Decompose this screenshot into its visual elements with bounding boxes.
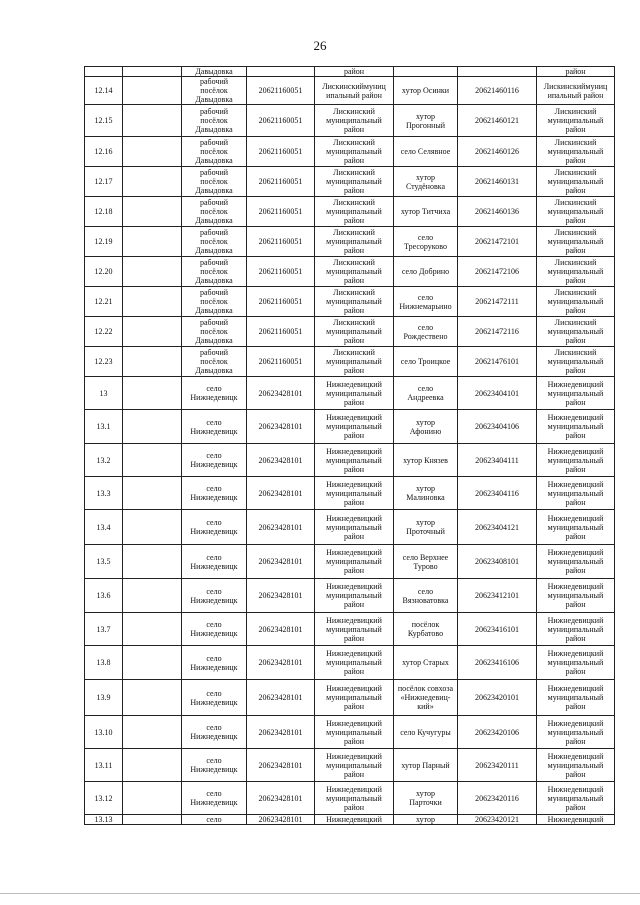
cell-code2: 20623404111	[458, 444, 537, 477]
cell-code2: 20623408101	[458, 545, 537, 579]
cell-code: 20621160051	[247, 347, 315, 377]
cell-empty	[123, 167, 182, 197]
cell-district: Лискинский муниципальный район	[315, 167, 394, 197]
cell-district2: Лискинский муниципальный район	[537, 287, 615, 317]
cell-code2: 20621460126	[458, 137, 537, 167]
cell-code2: 20623404121	[458, 510, 537, 545]
cell-code: 20623428101	[247, 410, 315, 444]
table-row	[85, 613, 615, 646]
cell-district2: Нижнедевицкий муниципальный район	[537, 716, 615, 749]
cell-district2: Нижнедевицкий муниципальный район	[537, 749, 615, 782]
cell-district: Лискинский муниципальный район	[315, 347, 394, 377]
cell-code2: 20623404101	[458, 377, 537, 410]
cell-settlement: рабочий посёлок Давыдовка	[182, 257, 247, 287]
cell-code2: 20623420106	[458, 716, 537, 749]
cell-code2: 20621460116	[458, 77, 537, 105]
cell-code: 20621160051	[247, 317, 315, 347]
cell-empty	[123, 680, 182, 716]
cell-locality: село Кучугуры	[394, 716, 458, 749]
cell-empty	[123, 579, 182, 613]
cell-locality: хутор Парточки	[394, 782, 458, 815]
cell-settlement: село Нижнедевицк	[182, 545, 247, 579]
cell-number: 13.7	[85, 613, 123, 646]
cell-settlement: рабочий посёлок Давыдовка	[182, 197, 247, 227]
cell-settlement: село Нижнедевицк	[182, 477, 247, 510]
cell-code: 20623428101	[247, 782, 315, 815]
cell-code2: 20623420101	[458, 680, 537, 716]
cell-district: Нижнедевицкий муниципальный район	[315, 444, 394, 477]
cell-locality: хутор Осинки	[394, 77, 458, 105]
cell-district: Нижнедевицкий муниципальный район	[315, 410, 394, 444]
cell-locality: хутор Парный	[394, 749, 458, 782]
cell-district2: Лискинский муниципальный район	[537, 347, 615, 377]
table-row	[85, 197, 615, 227]
cell-district: Нижнедевицкий муниципальный район	[315, 749, 394, 782]
cell-settlement: село Нижнедевицк	[182, 410, 247, 444]
cell-district2: Нижнедевицкий муниципальный район	[537, 444, 615, 477]
cell-empty	[123, 227, 182, 257]
cell-number: 12.17	[85, 167, 123, 197]
table-row	[85, 257, 615, 287]
cell-empty	[85, 67, 123, 77]
cell-code: 20623428101	[247, 444, 315, 477]
table-row	[85, 317, 615, 347]
cell-empty	[123, 287, 182, 317]
cell-code2: 20623416101	[458, 613, 537, 646]
cell-code: 20621160051	[247, 257, 315, 287]
table-row	[85, 444, 615, 477]
cell-number: 12.15	[85, 105, 123, 137]
cell-locality: село Рождествено	[394, 317, 458, 347]
cell-code: 20623428101	[247, 815, 315, 825]
cell-code: 20623428101	[247, 646, 315, 680]
cell-code2: 20621472101	[458, 227, 537, 257]
settlements-table	[84, 66, 615, 825]
cell-district2: Нижнедевицкий	[537, 815, 615, 825]
cell-locality: хутор	[394, 815, 458, 825]
cell-locality	[394, 67, 458, 77]
cell-number: 12.22	[85, 317, 123, 347]
page-number: 26	[313, 38, 327, 53]
cell-empty	[123, 197, 182, 227]
cell-locality: село Троицкое	[394, 347, 458, 377]
cell-district2: Лискинскиймуниц ипальный район	[537, 77, 615, 105]
table-row	[85, 347, 615, 377]
cell-number: 13.1	[85, 410, 123, 444]
cell-number: 13.11	[85, 749, 123, 782]
cell-settlement: село Нижнедевицк	[182, 782, 247, 815]
cell-number: 13.3	[85, 477, 123, 510]
cell-district2: Лискинский муниципальный район	[537, 257, 615, 287]
cell-district: Нижнедевицкий муниципальный район	[315, 545, 394, 579]
table-row	[85, 782, 615, 815]
cell-district2: Нижнедевицкий муниципальный район	[537, 545, 615, 579]
cell-district: Нижнедевицкий муниципальный район	[315, 510, 394, 545]
cell-number: 12.19	[85, 227, 123, 257]
cell-district2: Нижнедевицкий муниципальный район	[537, 646, 615, 680]
cell-settlement: село Нижнедевицк	[182, 579, 247, 613]
cell-district2: Нижнедевицкий муниципальный район	[537, 782, 615, 815]
cell-settlement: рабочий посёлок Давыдовка	[182, 137, 247, 167]
cell-district: Нижнедевицкий муниципальный район	[315, 613, 394, 646]
cell-settlement: село Нижнедевицк	[182, 444, 247, 477]
cell-district: Нижнедевицкий муниципальный район	[315, 377, 394, 410]
cell-district: Лискинский муниципальный район	[315, 317, 394, 347]
cell-code2: 20623404116	[458, 477, 537, 510]
cell-district2: Нижнедевицкий муниципальный район	[537, 410, 615, 444]
cell-code2: 20623420111	[458, 749, 537, 782]
table-row	[85, 137, 615, 167]
table-row-continued	[85, 67, 615, 77]
cell-district: Нижнедевицкий муниципальный район	[315, 782, 394, 815]
cell-settlement: село Нижнедевицк	[182, 613, 247, 646]
cell-locality: село Нижнемарьино	[394, 287, 458, 317]
cell-code2: 20623420121	[458, 815, 537, 825]
cell-locality: село Вязноватовка	[394, 579, 458, 613]
cell-code: 20621160051	[247, 77, 315, 105]
cell-number: 13.9	[85, 680, 123, 716]
cell-locality: посёлок совхоза «Нижнедевиц- кий»	[394, 680, 458, 716]
cell-empty	[123, 477, 182, 510]
cell-district2: Лискинский муниципальный район	[537, 137, 615, 167]
cell-settlement: рабочий посёлок Давыдовка	[182, 347, 247, 377]
cell-locality: хутор Малиновка	[394, 477, 458, 510]
cell-code: 20621160051	[247, 197, 315, 227]
cell-locality: хутор Студёновка	[394, 167, 458, 197]
cell-empty	[123, 613, 182, 646]
cell-code: 20623428101	[247, 545, 315, 579]
cell-code2: 20623416106	[458, 646, 537, 680]
cell-code: 20621160051	[247, 167, 315, 197]
cell-locality: хутор Старых	[394, 646, 458, 680]
table-row	[85, 167, 615, 197]
footer-rule	[0, 893, 640, 894]
cell-locality: хутор Князев	[394, 444, 458, 477]
cell-empty	[123, 410, 182, 444]
cell-locality: хутор Прогонный	[394, 105, 458, 137]
cell-empty	[123, 317, 182, 347]
table-row	[85, 287, 615, 317]
cell-code: 20621160051	[247, 227, 315, 257]
cell-district2: Лискинский муниципальный район	[537, 197, 615, 227]
table-row	[85, 77, 615, 105]
cell-district: Лискинский муниципальный район	[315, 227, 394, 257]
cell-locality: хутор Титчиха	[394, 197, 458, 227]
cell-locality: село Добрино	[394, 257, 458, 287]
cell-district2: Нижнедевицкий муниципальный район	[537, 377, 615, 410]
table-row	[85, 377, 615, 410]
cell-code2: 20623412101	[458, 579, 537, 613]
cell-code2: 20621472116	[458, 317, 537, 347]
cell-empty	[123, 77, 182, 105]
cell-locality: посёлок Курбатово	[394, 613, 458, 646]
cell-district: Нижнедевицкий муниципальный район	[315, 680, 394, 716]
table-row	[85, 680, 615, 716]
cell-empty	[123, 347, 182, 377]
cell-number: 13.12	[85, 782, 123, 815]
cell-district: Нижнедевицкий муниципальный район	[315, 716, 394, 749]
cell-district2: Нижнедевицкий муниципальный район	[537, 613, 615, 646]
table-row	[85, 545, 615, 579]
cell-district: Нижнедевицкий муниципальный район	[315, 646, 394, 680]
cell-settlement: рабочий посёлок Давыдовка	[182, 287, 247, 317]
cell-number: 13.13	[85, 815, 123, 825]
cell-code	[247, 67, 315, 77]
cell-district: Лискинский муниципальный район	[315, 137, 394, 167]
cell-empty	[123, 749, 182, 782]
cell-code2: 20621460131	[458, 167, 537, 197]
cell-district2: район	[537, 67, 615, 77]
cell-number: 13.10	[85, 716, 123, 749]
table-row	[85, 646, 615, 680]
table-row	[85, 105, 615, 137]
cell-district: Лискинский муниципальный район	[315, 197, 394, 227]
cell-district: Нижнедевицкий муниципальный район	[315, 477, 394, 510]
cell-district2: Лискинский муниципальный район	[537, 227, 615, 257]
cell-empty	[123, 646, 182, 680]
table-row	[85, 815, 615, 825]
cell-code: 20623428101	[247, 579, 315, 613]
cell-settlement: рабочий посёлок Давыдовка	[182, 77, 247, 105]
cell-settlement: рабочий посёлок Давыдовка	[182, 105, 247, 137]
cell-empty	[123, 105, 182, 137]
cell-district: Лискинскиймуниц ипальный район	[315, 77, 394, 105]
cell-district: Лискинский муниципальный район	[315, 257, 394, 287]
cell-district2: Нижнедевицкий муниципальный район	[537, 510, 615, 545]
table-row	[85, 227, 615, 257]
cell-code2	[458, 67, 537, 77]
cell-settlement: село	[182, 815, 247, 825]
cell-code: 20621160051	[247, 105, 315, 137]
cell-locality: село Верхнее Турово	[394, 545, 458, 579]
cell-settlement: село Нижнедевицк	[182, 510, 247, 545]
cell-code: 20623428101	[247, 680, 315, 716]
cell-empty	[123, 510, 182, 545]
cell-code2: 20621472111	[458, 287, 537, 317]
cell-district: Лискинский муниципальный район	[315, 287, 394, 317]
cell-district: Лискинский муниципальный район	[315, 105, 394, 137]
cell-empty	[123, 545, 182, 579]
table-row	[85, 749, 615, 782]
cell-number: 12.14	[85, 77, 123, 105]
cell-settlement: село Нижнедевицк	[182, 680, 247, 716]
cell-code2: 20621472106	[458, 257, 537, 287]
table-row	[85, 716, 615, 749]
cell-locality: село Андреевка	[394, 377, 458, 410]
cell-settlement: Давыдовка	[182, 67, 247, 77]
cell-settlement: село Нижнедевицк	[182, 749, 247, 782]
cell-number: 12.18	[85, 197, 123, 227]
cell-code2: 20623404106	[458, 410, 537, 444]
cell-empty	[123, 815, 182, 825]
cell-number: 13.6	[85, 579, 123, 613]
cell-code: 20623428101	[247, 749, 315, 782]
cell-locality: село Тресоруково	[394, 227, 458, 257]
cell-locality: село Селявное	[394, 137, 458, 167]
cell-number: 12.23	[85, 347, 123, 377]
cell-number: 12.21	[85, 287, 123, 317]
cell-settlement: рабочий посёлок Давыдовка	[182, 167, 247, 197]
cell-code: 20621160051	[247, 287, 315, 317]
cell-district: район	[315, 67, 394, 77]
cell-code: 20623428101	[247, 477, 315, 510]
table-row	[85, 477, 615, 510]
cell-settlement: рабочий посёлок Давыдовка	[182, 227, 247, 257]
cell-empty	[123, 377, 182, 410]
cell-settlement: село Нижнедевицк	[182, 646, 247, 680]
cell-locality: хутор Афонино	[394, 410, 458, 444]
table-row	[85, 579, 615, 613]
cell-empty	[123, 444, 182, 477]
cell-empty	[123, 782, 182, 815]
cell-code: 20623428101	[247, 716, 315, 749]
cell-settlement: рабочий посёлок Давыдовка	[182, 317, 247, 347]
cell-district2: Нижнедевицкий муниципальный район	[537, 579, 615, 613]
cell-district2: Лискинский муниципальный район	[537, 167, 615, 197]
cell-locality: хутор Проточный	[394, 510, 458, 545]
cell-number: 13.2	[85, 444, 123, 477]
cell-district: Нижнедевицкий муниципальный район	[315, 579, 394, 613]
cell-district2: Нижнедевицкий муниципальный район	[537, 680, 615, 716]
cell-settlement: село Нижнедевицк	[182, 716, 247, 749]
table-row	[85, 410, 615, 444]
cell-settlement: село Нижнедевицк	[182, 377, 247, 410]
cell-district: Нижнедевицкий	[315, 815, 394, 825]
cell-empty	[123, 137, 182, 167]
cell-empty	[123, 257, 182, 287]
cell-empty	[123, 67, 182, 77]
cell-district2: Лискинский муниципальный район	[537, 317, 615, 347]
cell-code: 20623428101	[247, 613, 315, 646]
cell-district2: Лискинский муниципальный район	[537, 105, 615, 137]
cell-code: 20621160051	[247, 137, 315, 167]
cell-code2: 20621476101	[458, 347, 537, 377]
cell-number: 13.5	[85, 545, 123, 579]
cell-code: 20623428101	[247, 510, 315, 545]
cell-empty	[123, 716, 182, 749]
cell-code2: 20621460121	[458, 105, 537, 137]
cell-number: 13	[85, 377, 123, 410]
cell-number: 13.8	[85, 646, 123, 680]
cell-number: 13.4	[85, 510, 123, 545]
cell-code2: 20623420116	[458, 782, 537, 815]
cell-code2: 20621460136	[458, 197, 537, 227]
cell-code: 20623428101	[247, 377, 315, 410]
cell-number: 12.16	[85, 137, 123, 167]
cell-district2: Нижнедевицкий муниципальный район	[537, 477, 615, 510]
table-row	[85, 510, 615, 545]
cell-number: 12.20	[85, 257, 123, 287]
